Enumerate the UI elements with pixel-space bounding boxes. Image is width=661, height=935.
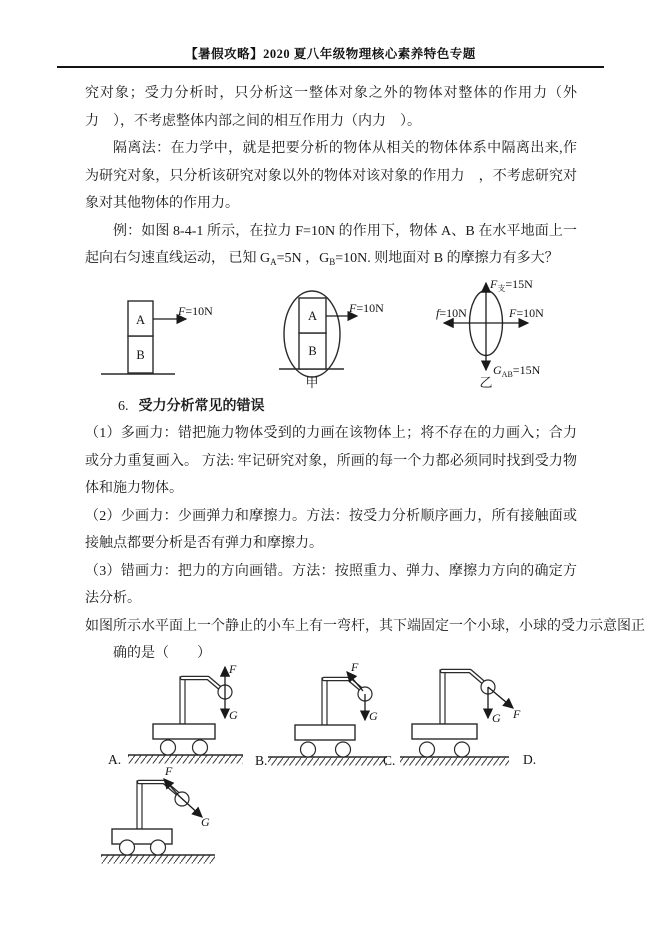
wheel [193, 740, 208, 755]
option-label-d: D. [523, 751, 537, 767]
pull-force-label: F=10N [178, 303, 213, 318]
support-force-label: $F_支=15N$ [490, 278, 533, 293]
force-f-label: F [513, 706, 521, 721]
pull-force-label: F=10N [349, 300, 384, 315]
friction-force-label: f=10N [436, 305, 467, 320]
item-missing-forces: （2）少画力：少画弹力和摩擦力。方法：按受力分析顺序画力，所有接触面或接触点都要分析是否有弹力和摩擦力。 [85, 508, 577, 551]
force-f-label: F [229, 661, 237, 676]
force-f-label: F [165, 763, 173, 778]
block-b-label: B [308, 343, 317, 358]
paragraph-isolation-method: 隔离法：在力学中，就是把要分析的物体从相关的物体体系中隔离出来,作为研究对象，只分析该研究对象以外的物体对该对象的作用力 ，不考虑研究对象对其他物体的作用力。 [85, 141, 577, 211]
ground-hatch [268, 757, 387, 765]
force-g-label: G [492, 710, 501, 725]
bent-rod [137, 781, 142, 829]
cart-body [153, 724, 215, 739]
free-body-diagram-yi [436, 279, 544, 390]
caption-jia: 甲 [305, 374, 319, 390]
cart-diagram-c [383, 670, 521, 768]
example-seg2: =5N ，G [276, 251, 330, 266]
header-divider [57, 66, 604, 68]
cart-diagram-a [108, 662, 243, 767]
wheel [420, 742, 435, 757]
paragraph-example [85, 218, 577, 277]
block-a-label: A [307, 308, 318, 323]
item-wrong-direction: （3）错画力：把力的方向画错。方法：按照重力、弹力、摩擦力方向的确定方法分析。 [85, 563, 577, 606]
wheel [336, 742, 351, 757]
force-g-label: G [201, 814, 210, 829]
option-diagrams [85, 662, 577, 872]
example-subscript-a: A [270, 257, 277, 267]
circled-system-jia [279, 291, 384, 390]
cart-diagram-b [255, 662, 387, 768]
force-f-arrow [488, 687, 513, 708]
example-subscript-b: B [329, 257, 336, 267]
option-label-c: C. [383, 752, 396, 768]
option-label-a: A. [108, 751, 122, 767]
example-seg3: =10N. 则地面对 B 的摩擦力有多大？ [335, 251, 559, 266]
stack-diagram [101, 301, 213, 374]
force-g-label: G [369, 708, 378, 723]
bent-rod [180, 677, 185, 724]
cart-body [295, 725, 355, 740]
force-f-arrow [164, 779, 179, 796]
applied-force-label: F=10N [509, 305, 544, 320]
option-label-b: B. [255, 752, 268, 768]
caption-yi: 乙 [479, 374, 493, 390]
force-f-label: F [351, 661, 359, 674]
cart-diagram-d [101, 764, 215, 864]
ground-hatch [101, 855, 215, 863]
wheel [120, 840, 135, 855]
wheel [151, 840, 166, 855]
example-seg1: 例：如图 8-4-1 所示，在拉力 F=10N 的作用下，物体 A、B 在水平地面上一起向右匀速直线运动， 已知 G [85, 223, 577, 266]
question-line1: 如图所示水平面上一个静止的小车上有一弯杆，其下端固定一个小球，小球的受力示意图正 [85, 618, 645, 634]
ground-hatch [128, 755, 243, 763]
section6-heading [85, 393, 577, 421]
force-g-label: G [229, 707, 238, 722]
block-b-label: B [136, 347, 145, 362]
cart-body [412, 724, 477, 739]
item-extra-forces: （1）多画力：错把施力物体受到的力画在该物体上；将不存在的力画入；合力或分力重复画入。 方法: 牢记研究对象，所画的每一个力都必须同时找到受力物体和施力物体。 [85, 426, 577, 496]
ground-hatch [400, 757, 509, 765]
paragraph-whole-method-continued: 究对象；受力分析时，只分析这一整体对象之外的物体对整体的作用力（外力 ），不考虑整体内部之间的相互作用力（内力 ）。 [85, 86, 577, 129]
wheel [301, 742, 316, 757]
figure-8-4-1 [85, 279, 577, 393]
bent-rod [440, 670, 445, 724]
section6-number: 6. [118, 398, 129, 414]
wheel [455, 742, 470, 757]
wheel [161, 740, 176, 755]
gravity-force-label: $G_{AB}=15N$ [493, 362, 541, 379]
section6-title: 受力分析常见的错误 [138, 398, 265, 414]
bent-rod [322, 678, 327, 725]
page-header-title: 【暑假攻略】2020 夏八年级物理核心素养特色专题 [185, 47, 476, 61]
block-a-label: A [135, 312, 146, 327]
document-content [85, 80, 645, 872]
question-line2: 确的是（ ） [113, 646, 211, 661]
